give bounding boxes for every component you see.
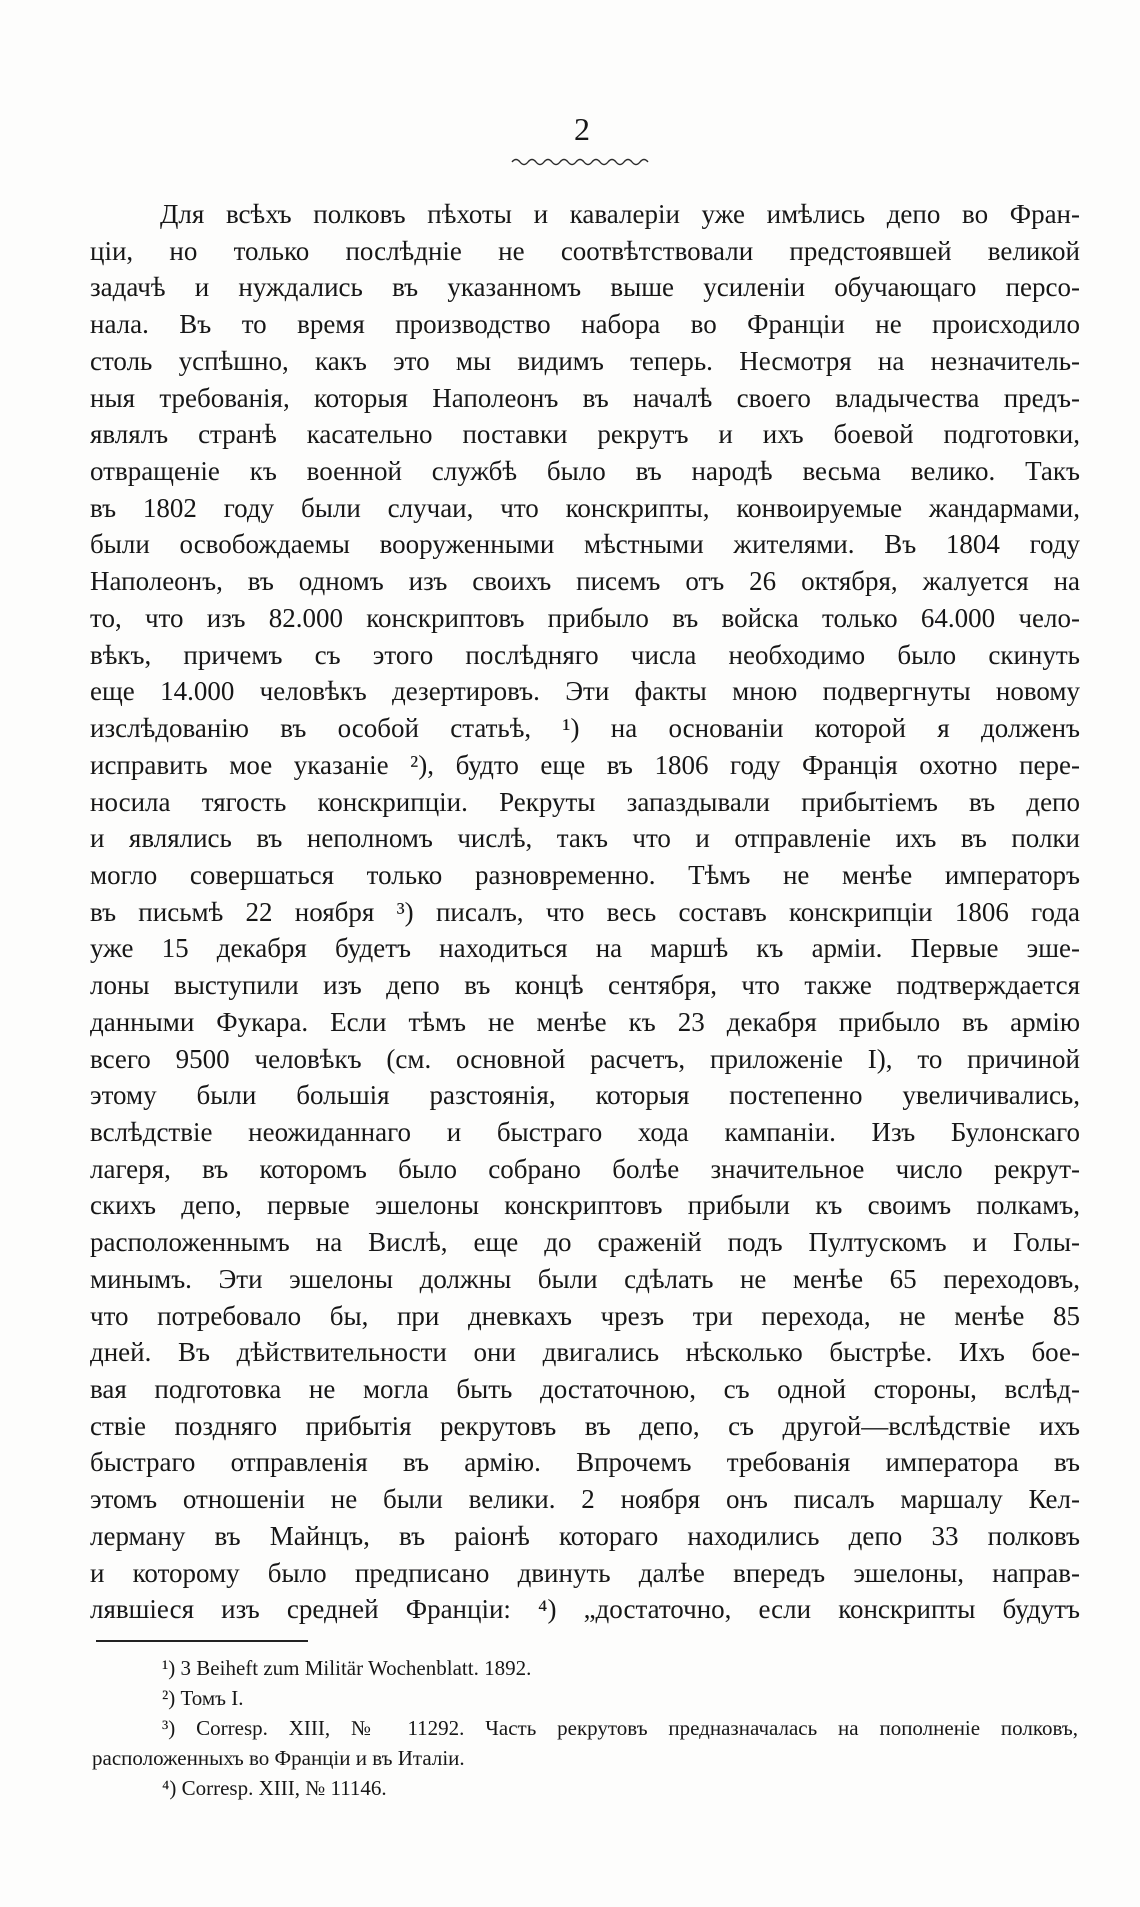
footnote-2 [92,1683,1078,1713]
footnote-3 [92,1713,1078,1743]
body-line: данными Фукара. Если тѣмъ не менѣе къ 23 декабря прибыло въ армію [90,1006,1080,1037]
body-line: носила тягость конскрипціи. Рекруты запаздывали прибытіемъ въ депо [90,786,1080,817]
body-line: то, что изъ 82.000 конскриптовъ прибыло въ войска только 64.000 чело- [90,602,1080,633]
body-line: всего 9500 человѣкъ (см. основной расчетъ, приложеніе I), то причиной [90,1043,1080,1074]
body-line: нала. Въ то время производство набора во Франціи не происходило [90,309,1080,340]
body-line: отвращеніе къ военной службѣ было въ народѣ весьма велико. Такъ [90,456,1080,487]
body-line: исправить мое указаніе ²), будто еще въ 1806 году Франція охотно пере- [90,749,1080,780]
body-line: являлъ странѣ касательно поставки рекрутъ и ихъ боевой подготовки, [90,419,1080,450]
body-line: что потребовало бы, при дневкахъ чрезъ три перехода, не менѣе 85 [90,1300,1080,1331]
body-line: вѣкъ, причемъ съ этого послѣдняго числа необходимо было скинуть [90,639,1080,670]
footnote-text: Corresp. XIII, № 11292. Часть рекрутовъ предназначалась на пополненіе полковъ, [196,1716,1078,1740]
footnotes [92,1653,1078,1803]
footnote-marker: ²) [162,1686,176,1710]
body-line: ствіе поздняго прибытія рекрутовъ въ депо, съ другой—вслѣдствіе ихъ [90,1410,1080,1441]
footnote-text: Томъ I. [180,1686,244,1710]
footnote-marker: ¹) [162,1656,176,1680]
body-line: въ 1802 году были случаи, что конскрипты, конвоируемые жандармами, [90,492,1080,523]
body-line: и которому было предписано двинуть далѣе впередъ эшелоны, направ- [90,1557,1080,1588]
footnote-marker: ³) [162,1716,176,1740]
body-line: въ письмѣ 22 ноября ³) писалъ, что весь составъ конскрипціи 1806 года [90,896,1080,927]
footnote-text: 3 Beiheft zum Militär Wochenblatt. 1892. [180,1656,532,1680]
body-line: скихъ депо, первые эшелоны конскриптовъ прибыли къ своимъ полкамъ, [90,1190,1080,1221]
body-line: столь успѣшно, какъ это мы видимъ теперь. Несмотря на незначитель- [90,345,1080,376]
body-line: уже 15 декабря будетъ находиться на маршѣ къ арміи. Первые эше- [90,933,1080,964]
body-line: Наполеонъ, въ одномъ изъ своихъ писемъ отъ 26 октября, жалуется на [90,566,1080,597]
page-number: 2 [574,111,590,147]
footnote-1 [92,1653,1078,1683]
footnote-separator-rule [96,1640,308,1642]
body-line: лерману въ Майнцъ, въ раіонѣ котораго находились депо 33 полковъ [90,1520,1080,1551]
body-text [90,196,1080,1628]
body-line: изслѣдованію въ особой статьѣ, ¹) на основаніи которой я долженъ [90,713,1080,744]
footnote-marker: ⁴) [162,1776,177,1800]
body-line: вая подготовка не могла быть достаточною, съ одной стороны, вслѣд- [90,1374,1080,1404]
body-line: лагеря, въ которомъ было собрано болѣе значительное число рекрут- [90,1153,1080,1184]
body-line: этомъ отношеніи не были велики. 2 ноября онъ писалъ маршалу Кел- [90,1484,1080,1515]
body-line: минымъ. Эти эшелоны должны были сдѣлать не менѣе 65 переходовъ, [90,1263,1080,1294]
body-line: вслѣдствіе неожиданнаго и быстраго хода кампаніи. Изъ Булонскаго [90,1116,1080,1147]
body-line: были освобождаемы вооруженными мѣстными жителями. Въ 1804 году [90,529,1080,560]
footnote-text: Corresp. XIII, № 11146. [181,1776,387,1800]
body-line: ныя требованія, которыя Наполеонъ въ началѣ своего владычества предъ- [90,382,1080,413]
body-line: и являлись въ неполномъ числѣ, такъ что и отправленіе ихъ въ полки [90,823,1080,854]
body-line: еще 14.000 человѣкъ дезертировъ. Эти факты мною подвергнуты новому [90,676,1080,707]
footnote-4 [92,1773,1078,1803]
body-line: ціи, но только послѣдніе не соотвѣтствовали предстоявшей великой [90,235,1080,266]
body-line: Для всѣхъ полковъ пѣхоты и кавалеріи уже имѣлись депо во Фран- [160,199,1080,229]
body-line: задачѣ и нуждались въ указанномъ выше усиленіи обучающаго персо- [90,272,1080,303]
body-line: могло совершаться только разновременно. Тѣмъ не менѣе императоръ [90,859,1080,890]
wavy-rule-ornament [510,156,650,168]
body-line: расположеннымъ на Вислѣ, еще до сраженій подъ Пултускомъ и Голы- [90,1227,1080,1258]
body-line: лявшіеся изъ средней Франціи: ⁴) „достаточно, если конскрипты будутъ [90,1594,1080,1625]
body-line: дней. Въ дѣйствительности они двигались нѣсколько быстрѣе. Ихъ бое- [90,1337,1080,1368]
footnote-3-continuation: расположенныхъ во Франціи и въ Италіи. [92,1746,465,1770]
body-line: этому были большія разстоянія, которыя постепенно увеличивались, [90,1080,1080,1111]
body-line: быстраго отправленія въ армію. Впрочемъ требованія императора въ [90,1447,1080,1478]
body-line: лоны выступили изъ депо въ концѣ сентября, что также подтверждается [90,970,1080,1001]
